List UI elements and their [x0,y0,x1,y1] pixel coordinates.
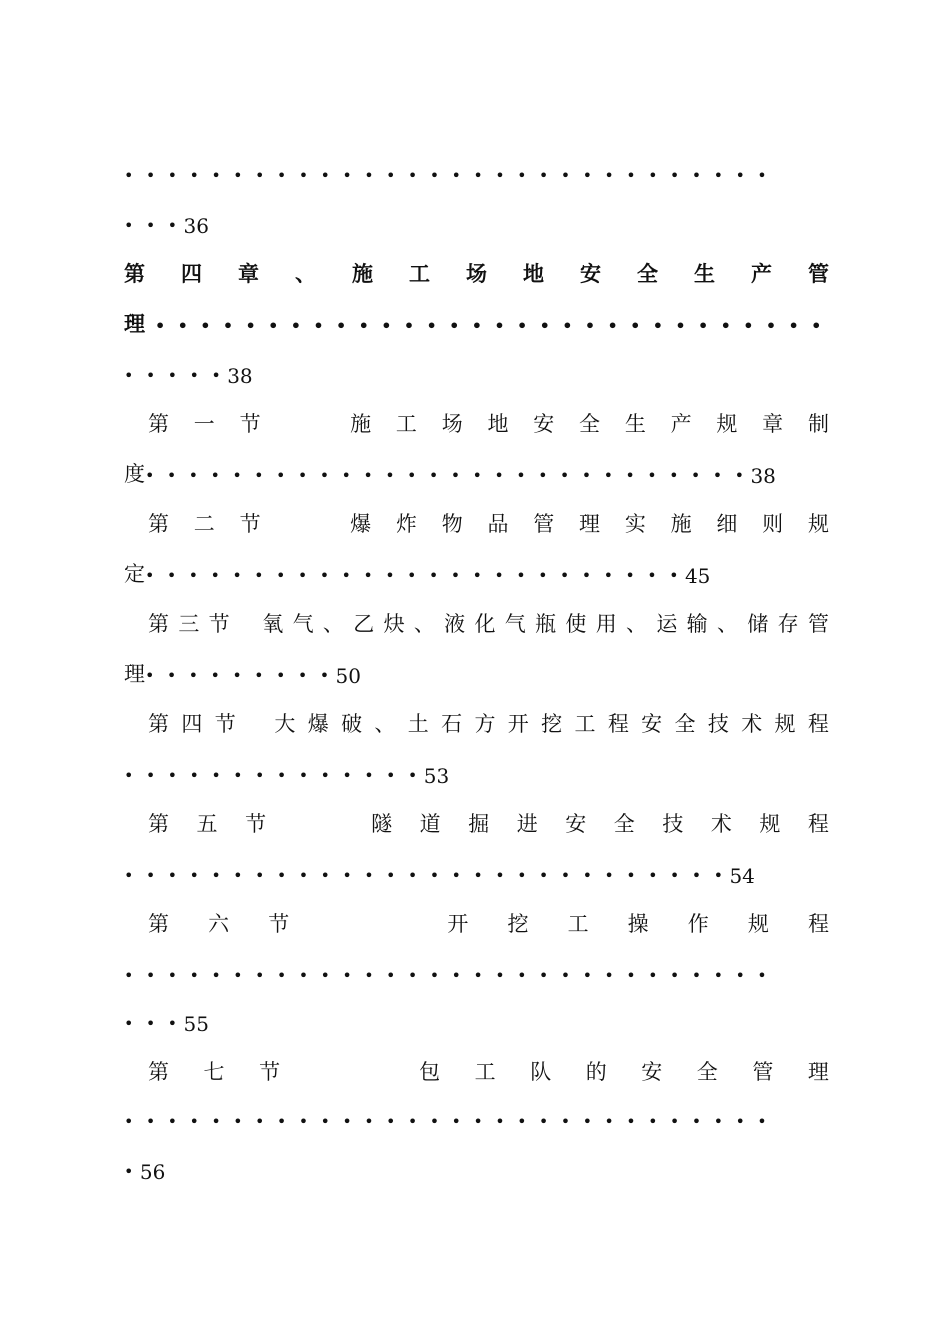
section-title-char: 术 [741,712,763,736]
section-label-char: 第 [148,912,169,936]
toc-page-line [124,356,829,392]
section-label-char: 第 [148,412,169,436]
section-label-char: 六 [208,912,230,936]
section-label-char: 节 [268,912,290,936]
section-title-char: 理 [124,662,145,686]
leader-dots: •••••••••••••••••••••••••••• [145,465,757,485]
section-title-char: 安 [565,812,587,836]
page-number: 53 [423,763,450,788]
section-title-char: 全 [674,712,696,736]
section-title-char: 术 [710,812,732,836]
section-title-char: 包 [419,1060,441,1084]
section-label-char: 四 [181,712,203,736]
section-label-char: 节 [239,512,261,536]
section-title-char: 规 [774,712,796,736]
section-title-char: 输 [686,612,708,636]
chapter-heading [124,256,829,292]
section-title-char: 安 [641,712,663,736]
section-title-char: 用 [595,612,617,636]
section-title-char: 进 [516,812,538,836]
section-label-char: 节 [214,712,236,736]
section-title-char: 全 [696,1060,718,1084]
heading-char: 第 [124,261,145,286]
section-title-char: 、 [626,612,647,636]
toc-page-line [124,656,829,692]
section-title-char: 技 [662,812,684,836]
section-label-char: 第 [148,1060,169,1084]
section-title-char: 规 [807,512,829,536]
toc-page-line [124,756,829,792]
section-label-char: 节 [208,612,230,636]
heading-char: 理 [124,311,145,336]
section-title-char: 作 [687,912,709,936]
heading-char: 地 [523,261,544,286]
section-title-char: 开 [447,912,469,936]
section-label-char: 七 [203,1060,225,1084]
section-title-char: 、 [374,712,396,736]
section-label-char: 第 [148,512,169,536]
toc-leader-line [124,1102,829,1138]
heading-char: 工 [409,261,430,286]
section-label-char: 第 [148,612,169,636]
section-title-char: 品 [487,512,509,536]
toc-page-line [124,206,829,242]
section-title-char: 技 [707,712,729,736]
section-label-char: 二 [193,512,215,536]
section-title-char: 工 [567,912,589,936]
section-title-char: 、 [322,612,344,636]
leader-dots: ••• [124,1013,190,1033]
section-label-char: 节 [245,812,267,836]
section-title-char: 掘 [468,812,490,836]
section-title-char: 则 [762,512,784,536]
section-label-char: 第 [148,712,169,736]
section-title-char: 挖 [541,712,563,736]
section-title-char: 实 [624,512,646,536]
leader-dots: ••••••••• [145,665,342,685]
section-title-char: 管 [752,1060,774,1084]
section-title-char: 制 [807,412,829,436]
section-title-char: 破 [341,712,363,736]
heading-char: 四 [181,261,202,286]
section-title-char: 细 [716,512,738,536]
page-number: 38 [750,463,776,488]
section-title-char: 炔 [383,612,405,636]
section-title-char: 地 [487,412,509,436]
leader-dots: •••••••••••••••••••••••••••••• [155,315,834,335]
leader-dots: •••••••••••••••••••••••••••••• [124,165,780,185]
section-title-char: 生 [624,412,646,436]
section-label-char: 五 [196,812,218,836]
section-title-char: 工 [474,1060,496,1084]
section-title-char: 方 [474,712,496,736]
section-title-char: 章 [762,412,784,436]
section-title-char: 程 [807,912,829,936]
section-title-char: 挖 [507,912,529,936]
heading-char: 产 [751,261,772,286]
page-number: 54 [729,863,755,888]
toc-page-line [124,556,829,592]
section-heading [148,706,829,742]
section-title-char: 管 [533,512,555,536]
toc-leader-line [124,156,829,192]
section-title-char: 工 [395,412,417,436]
heading-char: 全 [637,261,658,286]
section-heading [148,406,829,442]
leader-dots: ••••• [124,365,234,385]
section-title-char: 理 [807,1060,829,1084]
page-number: 55 [183,1011,209,1036]
section-title-char: 安 [533,412,555,436]
section-heading [148,606,829,642]
heading-char: 生 [694,261,715,286]
section-title-char: 安 [641,1060,663,1084]
section-title-char: 理 [579,512,601,536]
leader-dots: •••••••••••••••••••••••••••••• [124,1111,780,1131]
section-title-char: 乙 [353,612,375,636]
section-title-char: 规 [759,812,781,836]
section-label-char: 节 [239,412,261,436]
section-title-char: 存 [777,612,799,636]
section-title-char: 度 [124,462,145,486]
section-heading [148,506,829,542]
section-heading [148,1054,829,1090]
leader-dots: • [124,1161,146,1181]
section-title-char: 土 [407,712,429,736]
section-heading [148,806,829,842]
section-label-char: 一 [193,412,215,436]
section-title-char: 隧 [371,812,393,836]
section-title-char: 物 [441,512,463,536]
page-number: 50 [335,663,361,688]
page-number: 45 [684,563,711,588]
section-title-char: 程 [807,812,829,836]
toc-leader-line [124,956,829,992]
leader-dots: •••••••••••••••••••••••••••• [124,865,736,885]
section-label-char: 节 [259,1060,281,1084]
leader-dots: ••• [124,215,190,235]
section-heading [148,906,829,942]
section-title-char: 爆 [307,712,329,736]
section-title-char: 产 [670,412,692,436]
heading-char: 、 [295,261,316,286]
page-number: 56 [139,1159,166,1184]
leader-dots: •••••••••••••• [124,765,430,785]
section-title-char: 液 [444,612,466,636]
section-title-char: 储 [747,612,769,636]
heading-char: 安 [580,261,601,286]
section-title-char: 化 [474,612,496,636]
toc-page-line [124,1004,829,1040]
section-title-char: 全 [579,412,601,436]
toc-page-line [124,1152,829,1188]
page-number: 38 [227,363,253,388]
section-title-char: 运 [656,612,678,636]
section-title-char: 施 [670,512,692,536]
chapter-heading-cont [124,306,834,342]
section-title-char: 工 [574,712,596,736]
section-title-char: 队 [530,1060,552,1084]
section-title-char: 石 [441,712,463,736]
section-title-char: 规 [716,412,738,436]
section-label-char: 三 [178,612,200,636]
toc-page-line [124,856,829,892]
section-title-char: 、 [716,612,738,636]
section-title-char: 程 [807,712,829,736]
section-label-char: 第 [148,812,169,836]
section-title-char: 程 [607,712,629,736]
section-title-char: 瓶 [535,612,557,636]
section-title-char: 大 [274,712,296,736]
section-title-char: 操 [627,912,649,936]
section-title-char: 氧 [262,612,284,636]
heading-char: 施 [352,261,373,286]
section-title-char: 全 [613,812,635,836]
section-title-char: 规 [747,912,769,936]
leader-dots: ••••••••••••••••••••••••• [145,565,691,585]
section-title-char: 气 [504,612,526,636]
leader-dots: •••••••••••••••••••••••••••••• [124,965,780,985]
section-title-char: 气 [292,612,314,636]
page-number: 36 [183,213,209,238]
section-title-char: 道 [419,812,441,836]
heading-char: 场 [466,261,487,286]
section-title-char: 爆 [350,512,372,536]
heading-char: 管 [808,261,829,286]
section-title-char: 场 [441,412,463,436]
section-title-char: 施 [350,412,372,436]
section-title-char: 管 [807,612,829,636]
section-title-char: 定 [124,562,145,586]
section-title-char: 炸 [395,512,417,536]
heading-char: 章 [238,261,259,286]
section-title-char: 、 [413,612,435,636]
toc-page-line [124,456,829,492]
section-title-char: 开 [507,712,529,736]
section-title-char: 的 [585,1060,607,1084]
section-title-char: 使 [565,612,587,636]
